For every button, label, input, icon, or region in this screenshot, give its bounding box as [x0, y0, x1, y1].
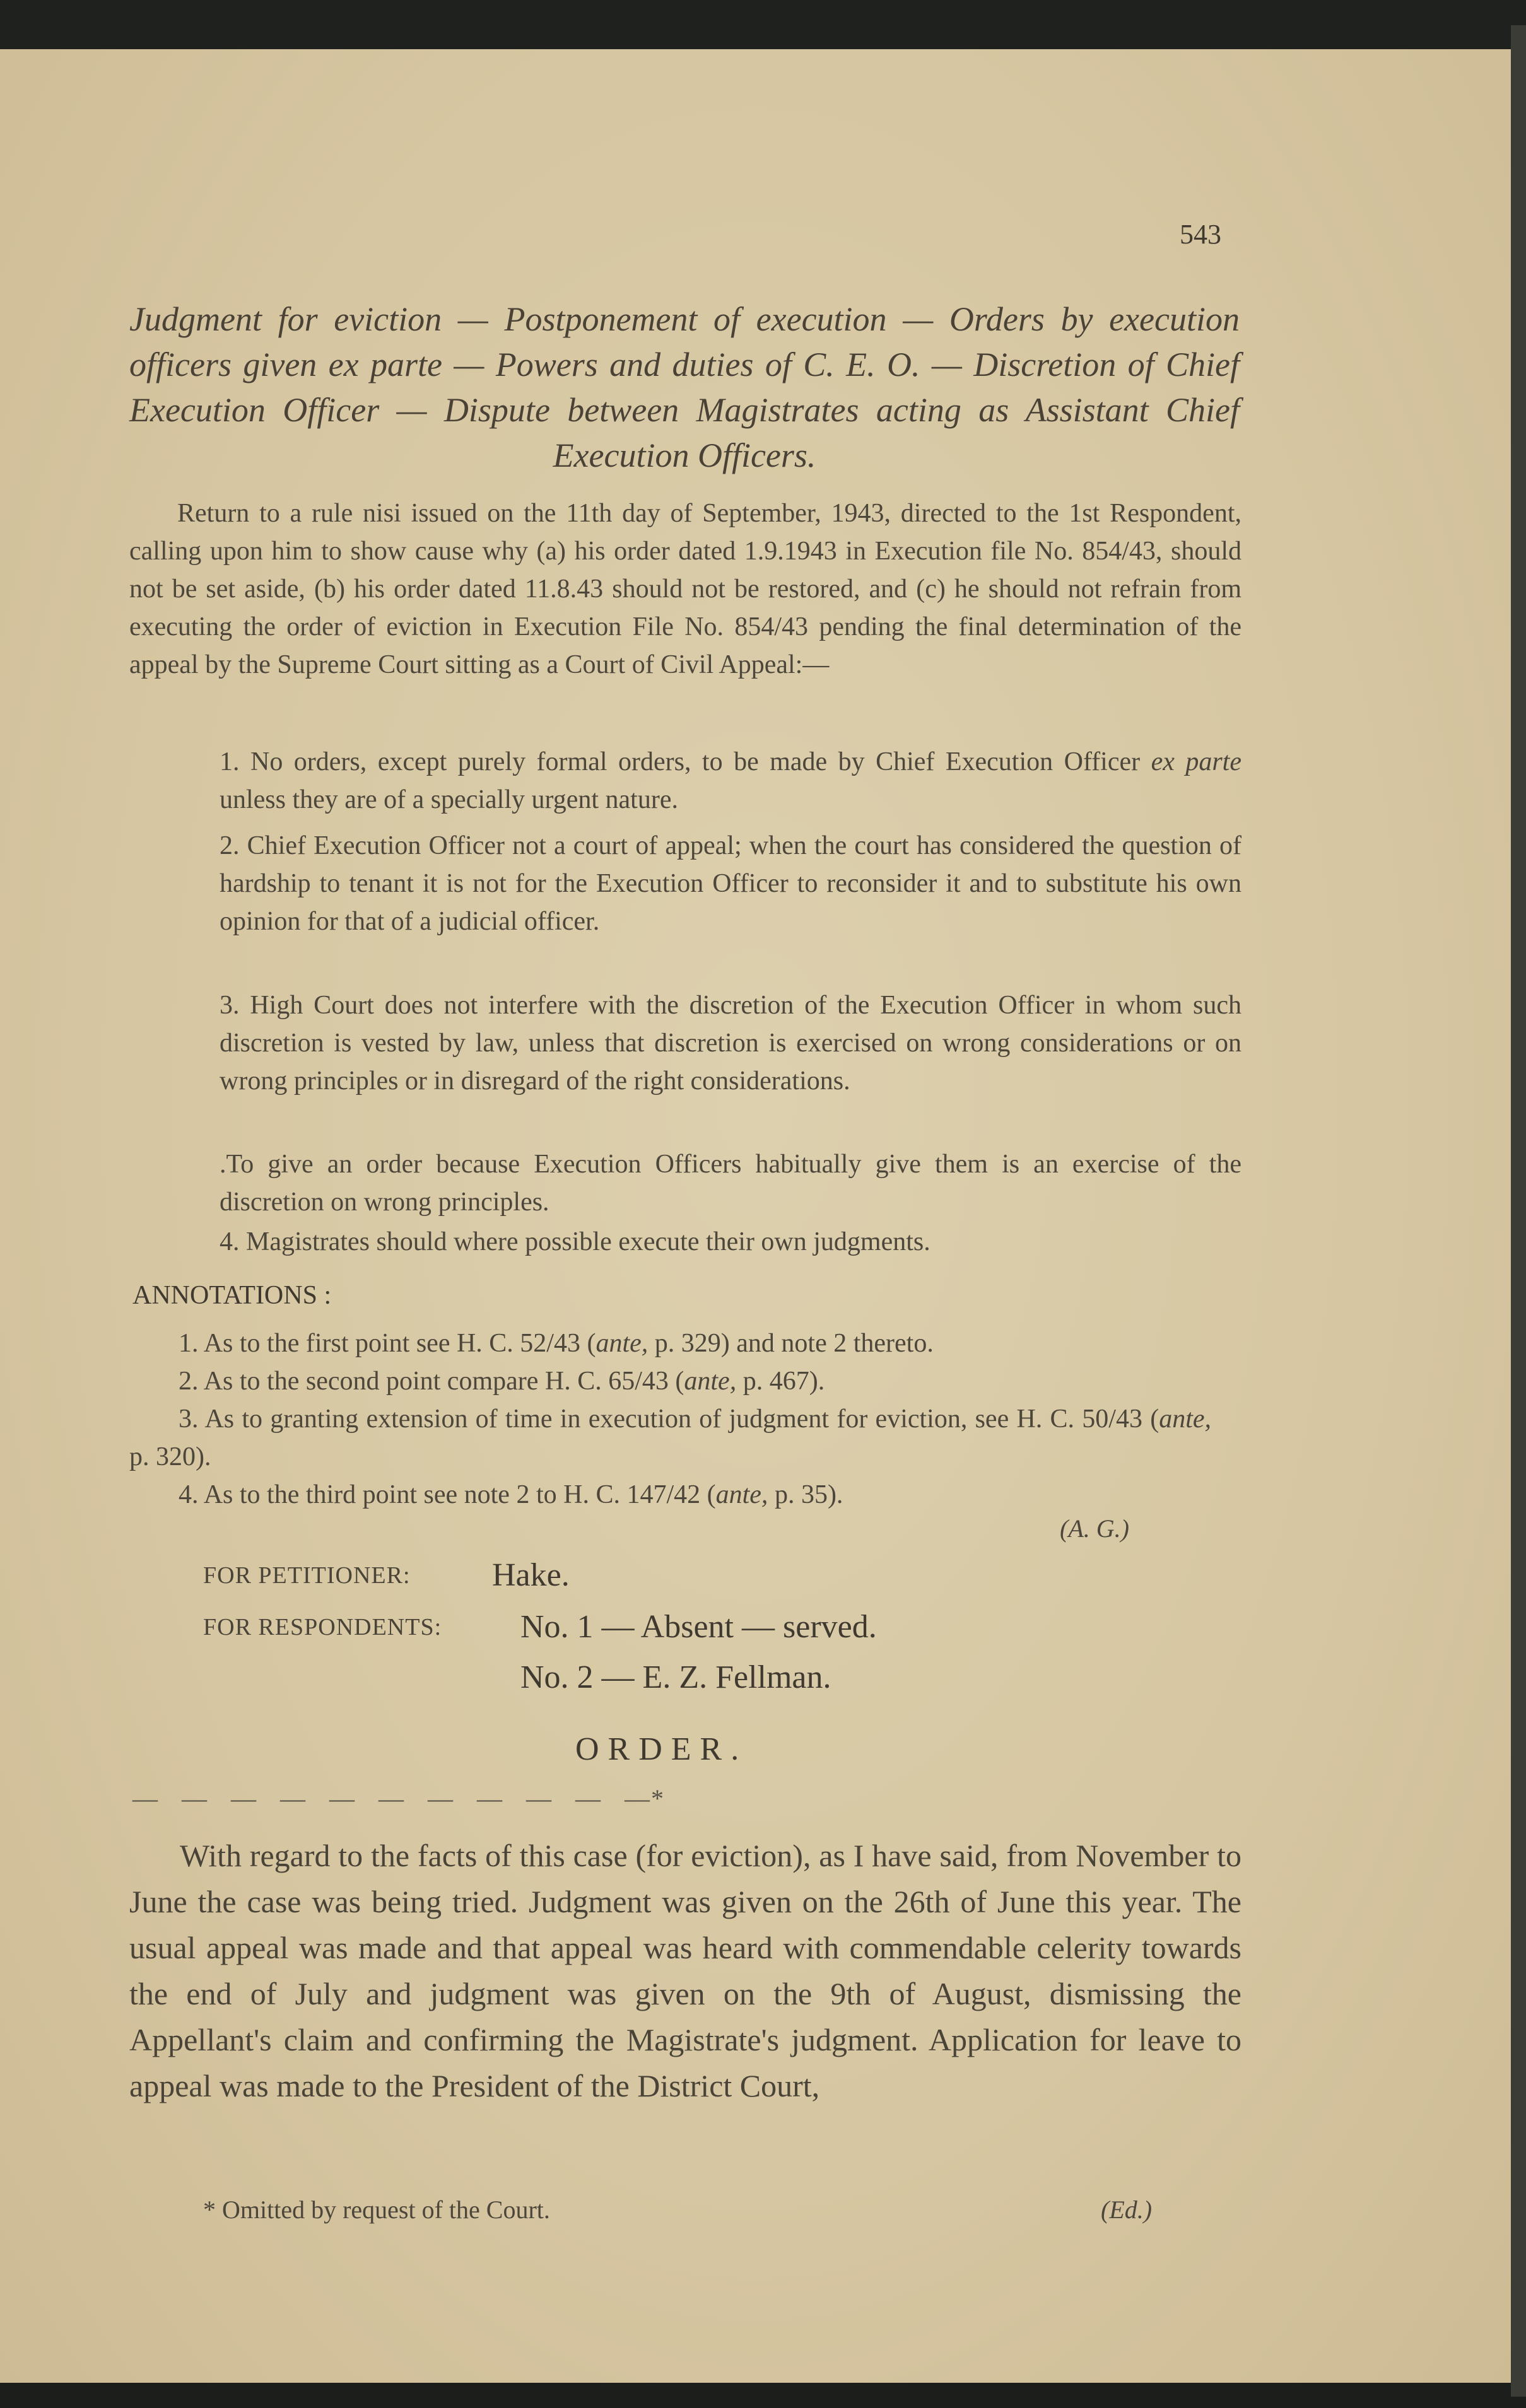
held-point-1 — [220, 743, 1241, 819]
held-text: To give an order because Execution Officers habitually give them is an exercise of the discretion on wrong principles. — [220, 1150, 1241, 1217]
annotation-number: 1. — [179, 1329, 199, 1358]
document-page — [0, 49, 1511, 2383]
annotation-number: 4. — [179, 1480, 199, 1509]
held-point-3 — [220, 986, 1241, 1100]
held-text: unless they are of a specially urgent nature. — [220, 785, 678, 814]
held-number: 1. — [220, 747, 240, 776]
annotation-3 — [129, 1400, 1211, 1476]
respondents-label: FOR RESPONDENTS: — [203, 1614, 442, 1640]
held-text: Chief Execution Officer not a court of appeal; when the court has considered the question of hardship to tenant it is not for the Execution Officer to reconsider it and to substitute his own opinion for that of a judicial officer. — [220, 831, 1241, 936]
annotations-heading: ANNOTATIONS : — [132, 1281, 332, 1310]
order-paragraph: With regard to the facts of this case (for eviction), as I have said, from November to June the case was being tried. Judgment was given on the 26th of June this year. The usual appeal was made and that appeal was heard with commendable celerity towards the end of July and judgment was given on the 9th of August, dismissing the Appellant's claim and confirming the Magistrate's judgment. Application for leave to appeal was made to the President of the District Court, — [129, 1838, 1241, 2103]
petitioner-label: FOR PETITIONER: — [203, 1562, 411, 1589]
footnote-editor-mark: (Ed.) — [1101, 2195, 1153, 2224]
annotation-text: As to granting extension of time in execution of judgment for eviction, see H. C. 50/43 ( — [204, 1405, 1159, 1434]
order-heading: ORDER. — [575, 1731, 748, 1767]
held-number: 3. — [220, 991, 240, 1020]
annotation-text: p. 320). — [129, 1442, 211, 1471]
page-number: 543 — [1180, 219, 1221, 250]
annotation-emphasis: ante, — [1159, 1405, 1212, 1434]
held-point-2 — [220, 827, 1241, 940]
annotation-text: As to the first point see H. C. 52/43 ( — [203, 1329, 596, 1358]
held-number: 4. — [220, 1227, 240, 1256]
annotation-emphasis: ante, — [596, 1329, 649, 1358]
held-text: Magistrates should where possible execute their own judgments. — [246, 1227, 930, 1256]
annotation-text: As to the third point see note 2 to H. C. 147/42 ( — [203, 1480, 716, 1509]
annotation-4 — [129, 1476, 1211, 1514]
held-number: . — [220, 1150, 226, 1179]
omission-dashes: — — — — — — — — — — —* — [132, 1784, 665, 1813]
book-edge — [1511, 25, 1526, 2397]
held-point-3-continued — [220, 1145, 1241, 1221]
scan-top-border — [0, 0, 1526, 49]
annotator-initials: (A. G.) — [1060, 1514, 1129, 1543]
held-text: High Court does not interfere with the discretion of the Execution Officer in whom such discretion is vested by law, unless that discretion is exercised on wrong considerations or on wrong principles or in disregard of the right considerations. — [220, 991, 1242, 1096]
annotation-text: p. 467). — [736, 1367, 825, 1396]
respondent-1-counsel: No. 1 — Absent — served. — [520, 1609, 877, 1645]
footnote: * Omitted by request of the Court. — [203, 2195, 550, 2224]
annotation-text: As to the second point compare H. C. 65/43 ( — [203, 1367, 684, 1396]
petitioner-counsel: Hake. — [492, 1557, 570, 1593]
annotation-1 — [129, 1324, 1211, 1362]
annotation-number: 2. — [179, 1367, 199, 1396]
held-emphasis: ex parte — [1151, 747, 1241, 776]
annotation-text: p. 329) and note 2 thereto. — [648, 1329, 934, 1358]
respondent-2-counsel: No. 2 — E. Z. Fellman. — [520, 1659, 831, 1695]
annotation-emphasis: ante, — [684, 1367, 737, 1396]
headnote: Judgment for eviction — Postponement of execution — Orders by execution officers given ex parte — Powers and duties of C. E. O. — Discretion of Chief Execution Officer — Dispute between Magistrates acting as Assistant Chief Execution Officers. — [129, 300, 1240, 474]
annotation-2 — [129, 1362, 1211, 1400]
held-text: No orders, except purely formal orders, to be made by Chief Execution Officer — [250, 747, 1151, 776]
annotation-emphasis: ante, — [715, 1480, 768, 1509]
intro-paragraph: Return to a rule nisi issued on the 11th day of September, 1943, directed to the 1st Respondent, calling upon him to show cause why (a) his order dated 1.9.1943 in Execution file No. 854/43, should not be set aside, (b) his order dated 11.8.43 should not be restored, and (c) he should not refrain from executing the order of eviction in Execution File No. 854/43 pending the final determination of the appeal by the Supreme Court sitting as a Court of Civil Appeal:— — [129, 499, 1241, 679]
annotation-text: p. 35). — [768, 1480, 843, 1509]
held-point-4 — [220, 1223, 1241, 1261]
annotation-number: 3. — [179, 1405, 199, 1434]
held-number: 2. — [220, 831, 240, 860]
